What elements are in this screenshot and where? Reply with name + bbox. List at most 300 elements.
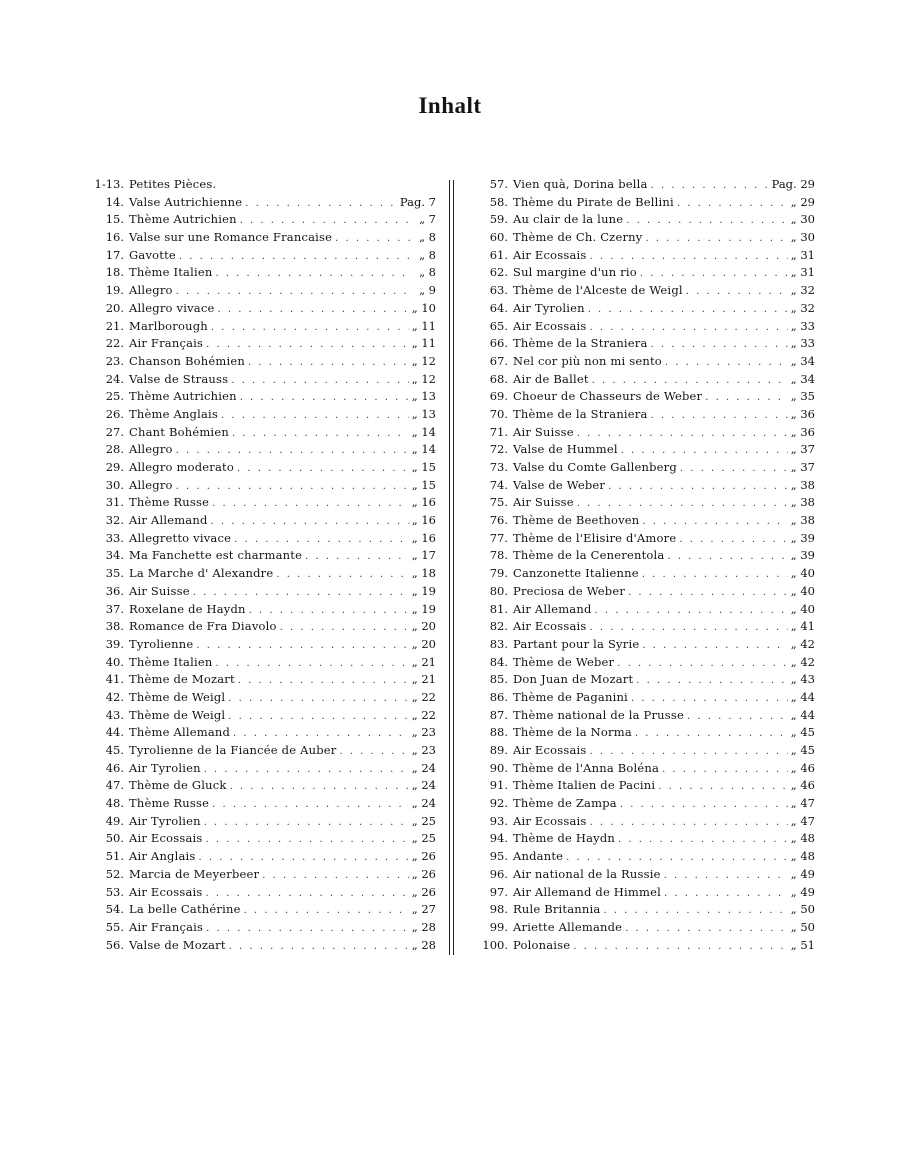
entry-page: „ 20 [411,619,436,634]
entry-title: Air Français [129,919,204,934]
toc-entry [86,494,436,512]
entry-page: „ 21 [411,654,436,669]
entry-page: „ 31 [790,265,815,280]
entry-title: Allegro vivace [129,300,215,315]
dot-leader [635,725,788,743]
entry-title: Choeur de Chasseurs de Weber [513,389,703,404]
entry-number: 63. [489,283,508,298]
toc-entry [470,318,815,336]
dot-leader [212,495,409,513]
toc-entry [86,618,436,636]
entry-title: Air Ecossais [513,619,587,634]
entry-number: 37. [105,601,124,616]
entry-title: Thème de Gluck [129,778,227,793]
entry-number: 34. [105,548,124,563]
dot-leader [705,389,788,407]
entry-title: Valse du Comte Gallenberg [513,460,677,474]
entry-number: 50. [105,831,124,846]
dot-leader [577,425,788,443]
toc-entry [470,671,815,689]
dot-leader [577,495,788,513]
entry-title: Thème de Zampa [513,796,617,811]
toc-entry [470,565,815,583]
entry-page: „ 8 [419,247,436,262]
entry-number: 72. [489,442,508,457]
entry-page: „ 44 [790,707,815,722]
entry-number: 27. [105,424,124,439]
entry-title: Chant Bohémien [129,424,229,439]
dot-leader [237,460,409,478]
entry-title: Tyrolienne de la Fiancée de Auber [129,743,337,757]
entry-page: „ 42 [790,654,815,669]
entry-title: Air Ecossais [513,813,587,828]
entry-page: „ 26 [411,849,436,864]
entry-title: Air Ecossais [129,831,203,846]
dot-leader [206,885,409,903]
page-title: Inhalt [418,93,482,118]
dot-leader [631,690,788,708]
dot-leader [620,796,788,814]
entry-page: „ 25 [411,813,436,828]
entry-page: „ 46 [790,778,815,793]
entry-page: „ 26 [411,884,436,899]
dot-leader [248,354,409,372]
toc-entry [470,901,815,919]
entry-number: 73. [489,460,508,474]
toc-entry [86,388,436,406]
toc-entry [470,813,815,831]
entry-page: „ 17 [411,548,436,563]
entry-title: Preciosa de Weber [513,583,626,598]
toc-entry [470,830,815,848]
entry-number: 14. [105,194,124,209]
dot-leader [573,938,788,956]
entry-number: 15. [105,212,124,227]
entry-number: 17. [105,247,124,262]
entry-title: Thème de Haydn [513,831,616,846]
toc-entry [86,565,436,583]
dot-leader [249,602,409,620]
entry-title: Au clair de la lune [513,212,624,227]
toc-entry [86,353,436,371]
entry-number: 54. [105,902,124,917]
entry-page: „ 33 [790,318,815,333]
entry-page: „ 34 [790,371,815,386]
entry-number: 56. [105,937,124,952]
entry-title: Romance de Fra Diavolo [129,619,277,634]
entry-title: Thème Italien de Pacini [513,778,656,793]
entry-title: Allegro moderato [129,460,234,474]
entry-title: Thème de l'Anna Boléna [513,760,660,775]
dot-leader [215,655,408,673]
toc-entry [470,848,815,866]
entry-page: „ 35 [790,389,815,404]
dot-leader [240,389,409,407]
dot-leader [621,442,788,460]
entry-page: „ 16 [411,530,436,545]
entry-title: Allegretto vivace [129,530,232,545]
toc-entry [470,335,815,353]
entry-page: „ 21 [411,672,436,687]
dot-leader [645,230,787,248]
toc-entry [86,264,436,282]
entry-page: „ 33 [790,336,815,351]
entry-page: „ 46 [790,760,815,775]
dot-leader [206,831,409,849]
toc-entry [86,724,436,742]
entry-number: 98. [489,902,508,917]
entry-page: „ 23 [411,725,436,740]
entry-page: „ 22 [411,707,436,722]
toc-entry [86,937,436,955]
toc-entry [86,919,436,937]
dot-leader [680,460,788,478]
toc-entry [86,176,436,194]
entry-page: „ 24 [411,796,436,811]
dot-leader [276,566,408,584]
entry-number: 58. [489,194,508,209]
entry-number: 21. [105,318,124,333]
entry-page: „ 49 [790,884,815,899]
dot-leader [658,778,788,796]
dot-leader [176,478,409,496]
dot-leader [590,319,788,337]
entry-title: Air Suisse [129,583,190,598]
toc-entry [86,901,436,919]
dot-leader [196,637,408,655]
entry-page: „ 50 [790,902,815,917]
entry-page: „ 47 [790,796,815,811]
dot-leader [608,478,788,496]
entry-title: Valse de Strauss [129,371,229,386]
entry-number: 16. [105,230,124,245]
entry-number: 79. [489,566,508,581]
entry-number: 47. [105,778,124,793]
dot-leader [206,336,409,354]
entry-number: 18. [105,265,124,280]
entry-number: 84. [489,654,508,669]
entry-title: Air Allemand [513,601,592,616]
entry-page: „ 19 [411,583,436,598]
entry-page: „ 27 [411,902,436,917]
entry-number: 53. [105,884,124,899]
entry-number: 39. [105,636,124,651]
dot-leader [651,407,788,425]
entry-number: 97. [489,884,508,899]
toc-entry [86,477,436,495]
dot-leader [240,212,411,230]
entry-title: Thème de l'Elisire d'Amore [513,530,677,545]
entry-page: „ 36 [790,424,815,439]
toc-entry [470,777,815,795]
entry-number: 91. [489,778,508,793]
entry-number: 81. [489,601,508,616]
toc-entry [470,654,815,672]
toc-entry [470,795,815,813]
entry-title: Air Suisse [513,495,574,510]
entry-page: „ 39 [790,530,815,545]
entry-title: Marlborough [129,318,208,333]
entry-page: „ 13 [411,389,436,404]
toc-entry [470,441,815,459]
entry-number: 67. [489,353,508,368]
entry-title: Ariette Allemande [513,919,623,934]
entry-title: La Marche d' Alexandre [129,566,274,581]
entry-title: La belle Cathérine [129,902,241,917]
entry-number: 62. [489,265,508,280]
toc-entry [86,813,436,831]
dot-leader [229,938,409,956]
toc-entry [86,795,436,813]
toc-entry [470,494,815,512]
entry-page: „ 9 [419,283,436,298]
entry-page: „ 48 [790,849,815,864]
toc-entry [86,777,436,795]
dot-leader [217,301,408,319]
dot-leader [588,301,788,319]
entry-page: „ 14 [411,442,436,457]
entry-number: 42. [105,689,124,704]
entry-title: Air Anglais [129,849,196,864]
entry-title: Ma Fanchette est charmante [129,548,303,563]
toc-entry [470,371,815,389]
toc-entry [86,583,436,601]
entry-number: 96. [489,866,508,881]
entry-title: Canzonette Italienne [513,566,639,581]
toc-entry [470,229,815,247]
entry-title: Air Français [129,336,204,351]
dot-leader [651,177,769,195]
toc-entry [470,459,815,477]
entry-title: Allegro [129,442,173,457]
toc-entry [86,282,436,300]
entry-number: 99. [489,919,508,934]
entry-number: 88. [489,725,508,740]
toc-entry [470,530,815,548]
dot-leader [204,761,409,779]
entry-page: „ 32 [790,283,815,298]
entry-title: Thème de Paganini [513,689,628,704]
entry-title: Air Ecossais [513,318,587,333]
entry-title: Allegro [129,477,173,492]
entry-number: 33. [105,530,124,545]
entry-title: Partant pour la Syrie [513,636,640,651]
dot-leader [664,867,788,885]
dot-leader [590,814,788,832]
entry-page: „ 16 [411,513,436,528]
entry-page: „ 12 [411,371,436,386]
dot-leader [664,885,788,903]
entry-page: „ 30 [790,230,815,245]
toc-entry [470,194,815,212]
entry-page: „ 47 [790,813,815,828]
entry-page: „ 23 [411,743,436,757]
entry-title: Thème de Beethoven [513,513,640,528]
toc-entry [86,211,436,229]
dot-leader [206,920,409,938]
entry-page: „ 20 [411,636,436,651]
dot-leader [662,761,788,779]
entry-title: Valse sur une Romance Francaise [129,230,333,245]
entry-title: Marcia de Meyerbeer [129,866,260,881]
entry-page: „ 13 [411,406,436,421]
entry-title: Air Ecossais [129,884,203,899]
entry-page: „ 38 [790,477,815,492]
entry-title: Thème de Weigl [129,707,226,722]
dot-leader [228,690,408,708]
dot-leader [262,867,409,885]
toc-entry [86,866,436,884]
toc-entry [86,884,436,902]
dot-leader [603,902,787,920]
entry-title: Sul margine d'un rio [513,265,637,280]
entry-title: Thème de Weber [513,654,615,669]
entry-title: Gavotte [129,247,176,262]
entry-number: 28. [105,442,124,457]
entry-title: Tyrolienne [129,636,194,651]
entry-page: Pag. 29 [771,177,815,191]
dot-leader [590,743,788,761]
toc-entry [86,547,436,565]
entry-title: Air Allemand [129,513,208,528]
entry-number: 30. [105,477,124,492]
entry-title: Air Ecossais [513,247,587,262]
entry-page: „ 48 [790,831,815,846]
entry-number: 52. [105,866,124,881]
dot-leader [636,672,787,690]
entry-number: 59. [489,212,508,227]
dot-leader [280,619,409,637]
dot-leader [232,425,409,443]
entry-page: „ 18 [411,566,436,581]
dot-leader [238,672,409,690]
entry-title: Thème de la Cenerentola [513,548,665,563]
entry-number: 100. [482,937,508,952]
entry-number: 1-13. [94,177,124,191]
entry-page: „ 30 [790,212,815,227]
dot-leader [642,637,787,655]
entry-page: „ 42 [790,636,815,651]
entry-page: „ 15 [411,460,436,474]
toc-entry [470,884,815,902]
entry-number: 70. [489,406,508,421]
dot-leader [244,902,409,920]
dot-leader [176,283,411,301]
entry-number: 19. [105,283,124,298]
toc-entry [470,636,815,654]
dot-leader [687,708,788,726]
entry-title: Roxelane de Haydn [129,601,246,616]
toc-entry [86,742,436,760]
entry-title: Thème Italien [129,654,213,669]
entry-number: 82. [489,619,508,634]
entry-page: „ 8 [419,265,436,280]
toc-entry [86,830,436,848]
entry-title: Vien quà, Dorina bella [513,177,648,191]
toc-entry [86,441,436,459]
toc-entry [86,424,436,442]
toc-entry [86,318,436,336]
dot-leader [335,230,411,248]
entry-page: „ 34 [790,353,815,368]
toc-entry [86,707,436,725]
toc-entry [470,512,815,530]
dot-leader [617,655,788,673]
dot-leader [179,248,411,266]
entry-number: 64. [489,300,508,315]
dot-leader [592,372,788,390]
dot-leader [230,778,409,796]
entry-title: Thème Allemand [129,725,231,740]
toc-entry [470,760,815,778]
dot-leader [566,849,788,867]
dot-leader [625,920,788,938]
dot-leader [590,248,788,266]
entry-page: „ 24 [411,778,436,793]
entry-page: „ 32 [790,300,815,315]
entry-page: „ 37 [790,442,815,457]
entry-number: 23. [105,353,124,368]
entry-number: 69. [489,389,508,404]
dot-leader [642,513,787,531]
toc-entry [86,300,436,318]
dot-leader [211,319,409,337]
entry-title: Petites Pièces. [129,177,217,191]
entry-number: 26. [105,406,124,421]
toc-entry [470,601,815,619]
entry-number: 95. [489,849,508,864]
entry-title: Thème du Pirate de Bellini [513,194,674,209]
entry-title: Thème Autrichien [129,212,237,227]
dot-leader [212,796,409,814]
entry-number: 76. [489,513,508,528]
entry-page: „ 40 [790,601,815,616]
entry-number: 80. [489,583,508,598]
toc-entry [470,176,815,194]
entry-title: Valse Autrichienne [129,194,243,209]
entry-page: „ 38 [790,513,815,528]
toc-entry [470,424,815,442]
entry-title: Don Juan de Mozart [513,672,634,687]
entry-page: „ 24 [411,760,436,775]
toc-entry [470,937,815,955]
entry-title: Thème de la Norma [513,725,632,740]
entry-title: Air Allemand de Himmel [513,884,662,899]
toc-entry [470,211,815,229]
entry-title: Chanson Bohémien [129,353,245,368]
entry-number: 94. [489,831,508,846]
toc-entry [470,919,815,937]
dot-leader [640,265,788,283]
entry-title: Andante [513,849,564,864]
toc-entry [86,459,436,477]
entry-page: „ 41 [790,619,815,634]
entry-number: 90. [489,760,508,775]
entry-number: 43. [105,707,124,722]
entry-page: „ 7 [419,212,436,227]
entry-number: 68. [489,371,508,386]
entry-title: Air Tyrolien [129,813,201,828]
entry-title: Thème Italien [129,265,213,280]
toc-entry [86,760,436,778]
entry-title: Air Ecossais [513,743,587,757]
entry-title: Air Tyrolien [129,760,201,775]
entry-title: Valse de Mozart [129,937,226,952]
entry-number: 36. [105,583,124,598]
entry-page: „ 14 [411,424,436,439]
entry-number: 61. [489,247,508,262]
toc-entry [470,547,815,565]
